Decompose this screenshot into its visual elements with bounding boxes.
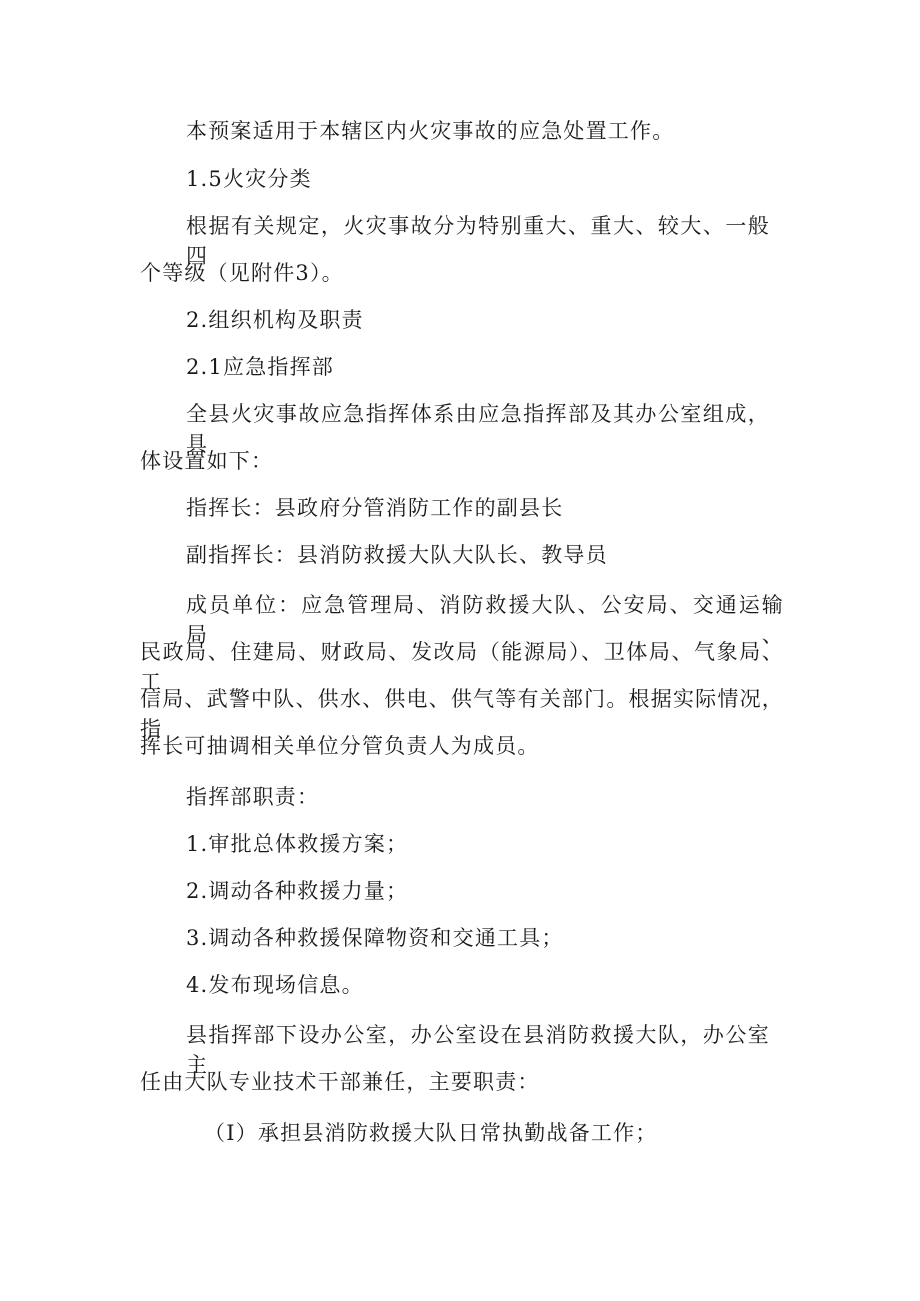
duty-item-4: 4.发布现场信息。: [186, 973, 364, 997]
duty-item-1: 1.审批总体救援方案；: [186, 832, 409, 856]
member-units-line-4: 挥长可抽调相关单位分管负责人为成员。: [140, 734, 540, 758]
scope-paragraph: 本预案适用于本辖区内火灾事故的应急处置工作。: [186, 119, 675, 143]
member-units-line-3: 信局、武警中队、供水、供电、供气等有关部门。根据实际情况，指: [140, 687, 784, 741]
office-paragraph-line-2: 任由大队专业技术干部兼任，主要职责：: [140, 1070, 540, 1094]
classification-paragraph-line-1: 根据有关规定，火灾事故分为特别重大、重大、较大、一般四: [186, 214, 770, 268]
classification-paragraph-line-2: 个等级（见附件3）。: [140, 261, 344, 285]
command-system-paragraph-line-1: 全县火灾事故应急指挥体系由应急指挥部及其办公室组成，具: [186, 402, 770, 456]
member-units-line-2: 民政局、住建局、财政局、发改局（能源局）、卫体局、气象局、工: [140, 640, 784, 694]
duty-item-3: 3.调动各种救援保障物资和交通工具；: [186, 926, 564, 950]
office-paragraph-line-1: 县指挥部下设办公室，办公室设在县消防救援大队，办公室主: [186, 1023, 770, 1077]
duties-heading: 指挥部职责：: [186, 785, 320, 809]
deputy-commander-line: 副指挥长：县消防救援大队大队长、教导员: [186, 543, 608, 567]
section-heading-2-1: 2.1应急指挥部: [186, 355, 334, 379]
section-heading-2: 2.组织机构及职责: [186, 308, 364, 332]
section-heading-1-5: 1.5火灾分类: [186, 167, 312, 191]
member-units-line-1: 成员单位：应急管理局、消防救援大队、公安局、交通运输局、: [186, 593, 784, 647]
command-system-paragraph-line-2: 体设置如下：: [140, 449, 274, 473]
commander-line: 指挥长：县政府分管消防工作的副县长: [186, 496, 564, 520]
duty-item-2: 2.调动各种救援力量；: [186, 879, 409, 903]
office-duty-item-1: （I）承担县消防救援大队日常执勤战备工作；: [204, 1121, 658, 1145]
